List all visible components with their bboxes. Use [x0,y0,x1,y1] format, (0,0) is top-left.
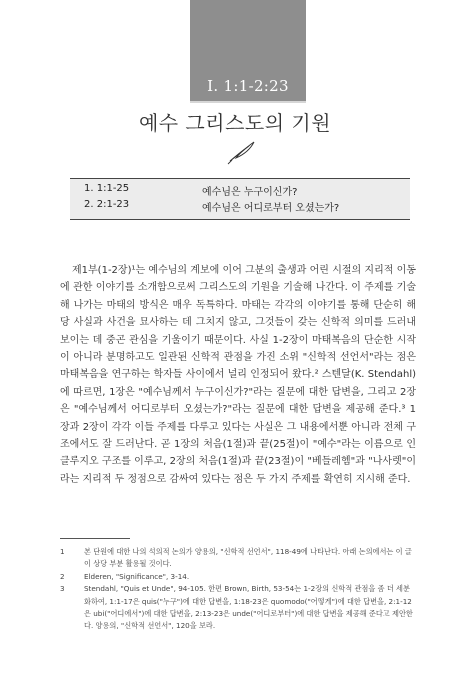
body-paragraph: 제1부(1-2장)¹는 예수님의 계보에 이어 그분의 출생과 어린 시절의 지리적 이동에 관한 이야기를 소개함으로써 그리스도의 기원을 기술해 나간다. 이 주제를 기술해 나가는 마태의 방식은 매우 독특하다. 마태는 각각의 이야기를 통해 단순히 해당 사실과 사건을 묘사하는 데 그치지 않고, 그것들이 갖는 신학적 의미를 드러내 보이는 데 중곤 관심을 기울이기 때문이다. 사실 1-2장이 마태복음의 단순한 시작이 아니라 분명하고도 일관된 신학적 관점을 가진 소위 "신학적 선언서"라는 점은 마태복음을 연구하는 학자들 사이에서 널리 인정되어 왔다.² 스텐달(K. Stendahl)에 따르면, 1장은 "예수님께서 누구이신가?"라는 질문에 대한 답변을, 그리고 2장은 "예수님께서 어디로부터 오셨는가?"라는 질문에 대한 답변을 제공해 준다.³ 1장과 2장이 각각 이들 주제를 다루고 있다는 사실은 그 내용에서뿐 아니라 전체 구조에서도 잘 드러난다. 곧 1장의 처음(1절)과 끝(25절)이 "예수"라는 이름으로 인클루지오 구조를 이루고, 2장의 처음(1절)과 끝(23절)이 "베들레헴"과 "나사렛"이라는 지리적 두 정점으로 감싸여 있다는 점은 두 가지 주제를 확연히 지시해 준다. [60,265,416,485]
footnote-number: 1 [60,547,65,556]
footnote [60,583,416,633]
footnote-divider [60,538,130,539]
footnote-text: Stendahl, "Quis et Unde", 94-105. 한편 Brown, Birth, 53-54는 1-2장의 신학적 관점을 좀 더 세분화하여, 1:1-17은 quis("누구")에 대한 답변을, 1:18-23은 quomodo("어떻게")에 대한 답변을, 2:1-12은 ubi("어디에서")에 대한 답변을, 2:13-23은 unde("어디로부터")에 대한 답변을 제공해 준다고 제안한다. 양용의, "신학적 선언서", 120을 보라. [84,584,413,631]
footnotes [60,546,416,633]
footnote-number: 3 [60,584,65,594]
contents-box [70,178,410,220]
contents-row [70,199,410,215]
footnote-text: Elderen, "Significance", 3-14. [84,571,190,581]
body-text [60,262,416,488]
footnote [60,546,416,571]
contents-ref: 2. 2:1-23 [84,199,130,210]
contents-question: 예수님은 누구이신가? [202,187,298,198]
section-label: I. 1:1-2:23 [207,77,289,95]
feather-quill-icon [227,139,257,165]
footnote [60,571,416,583]
chapter-title: 예수 그리스도의 기원 [138,111,332,135]
footnote-number: 2 [60,571,65,581]
contents-ref: 1. 1:1-25 [84,183,130,194]
contents-question: 예수님은 어디로부터 오셨는가? [202,203,340,214]
section-banner [190,0,306,103]
contents-row [70,183,410,199]
footnote-text: 본 단원에 대한 나의 석의적 논의가 양용의, "신학적 선언서", 118-49에 나타난다. 아래 논의에서는 이 글이 상당 부분 활용될 것이다. [84,547,412,569]
